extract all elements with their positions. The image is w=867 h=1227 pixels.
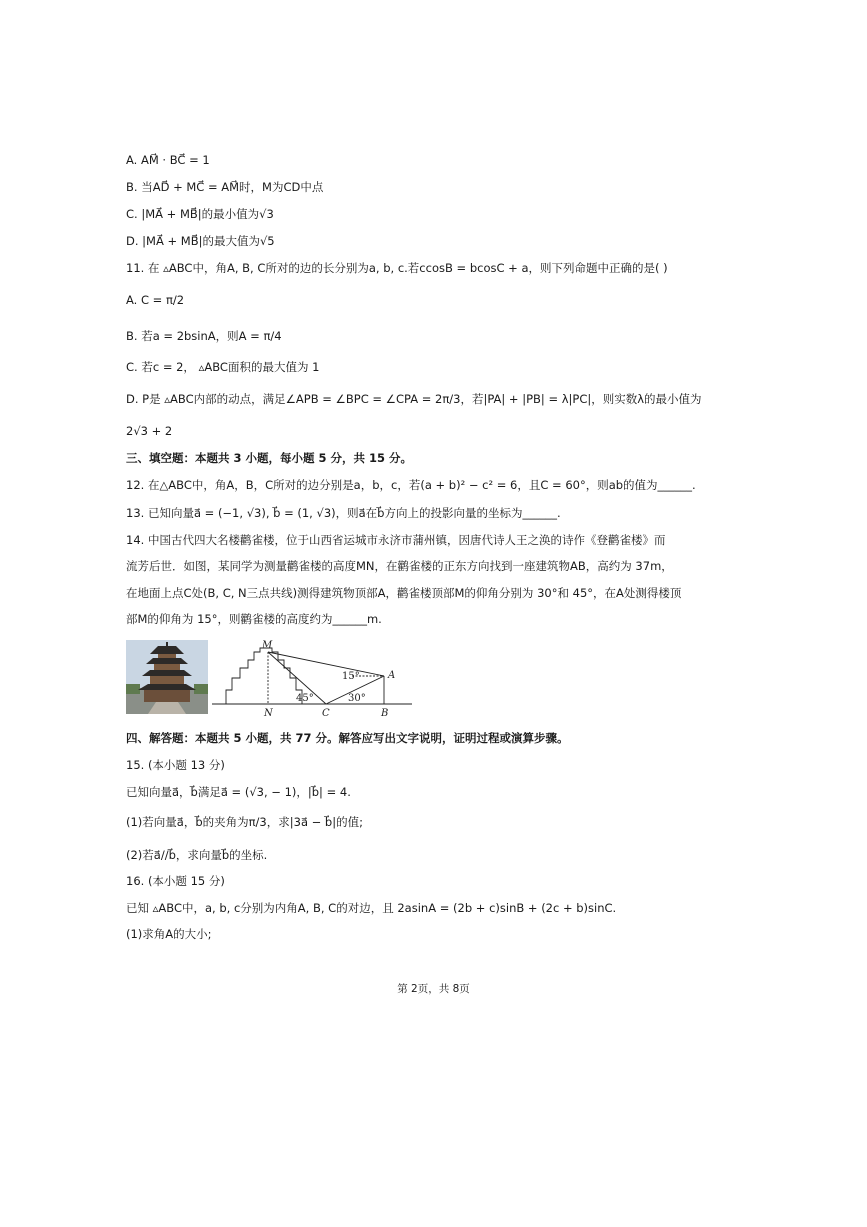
tower-measurement-diagram (212, 638, 412, 720)
angle-45-label: 45° (296, 693, 314, 704)
section-fill-blank-heading: 三、填空题：本题共 3 小题，每小题 5 分，共 15 分。 (126, 451, 413, 465)
option-10b: B. 当AD⃗ + MC⃗ = AM⃗时，M为CD中点 (126, 180, 324, 194)
question-16-stem: 已知 ▵ABC中，a, b, c分别为内角A, B, C的对边，且 2asinA = (2b + c)sinB + (2c + b)sinC. (126, 901, 617, 915)
option-10d: D. |MA⃗ + MB⃗|的最大值为√5 (126, 234, 275, 248)
question-15-stem: 已知向量a⃗，b⃗满足a⃗ = (√3, − 1)，|b⃗| = 4. (126, 785, 351, 799)
point-b-label: B (381, 708, 389, 719)
question-12: 12. 在△ABC中，角A，B，C所对的边分别是a，b，c，若(a + b)² − c² = 6，且C = 60°，则ab的值为______. (126, 478, 696, 492)
point-a-label: A (388, 670, 396, 681)
option-10c: C. |MA⃗ + MB⃗|的最小值为√3 (126, 207, 274, 221)
point-m-label: M (262, 640, 273, 651)
question-14-line-2: 流芳后世．如图，某同学为测量鹳雀楼的高度MN，在鹳雀楼的正东方向找到一座建筑物AB，高约为 37m， (126, 559, 673, 573)
option-11c: C. 若c = 2， ▵ABC面积的最大值为 1 (126, 360, 320, 374)
point-c-label: C (322, 708, 330, 719)
option-11d-answer: 2√3 + 2 (126, 424, 173, 438)
question-14-line-1: 14. 中国古代四大名楼鹳雀楼，位于山西省运城市永济市蒲州镇，因唐代诗人王之涣的诗作《登鹳雀楼》而 (126, 533, 666, 547)
question-15-part-1: (1)若向量a⃗，b⃗的夹角为π/3，求|3a⃗ − b⃗|的值; (126, 815, 363, 829)
question-14-line-4: 部M的仰角为 15°，则鹳雀楼的高度约为______m. (126, 612, 382, 626)
question-13: 13. 已知向量a⃗ = (−1, √3), b⃗ = (1, √3)，则a⃗在b⃗方向上的投影向量的坐标为______. (126, 506, 561, 520)
question-15-part-2: (2)若a⃗//b⃗，求向量b⃗的坐标. (126, 848, 268, 862)
page-footer: 第 2页，共 8页 (397, 983, 470, 995)
question-14-line-3: 在地面上点C处(B, C, N三点共线)测得建筑物顶部A，鹳雀楼顶部M的仰角分别为 30°和 45°，在A处测得楼顶 (126, 586, 682, 600)
angle-30-label: 30° (348, 693, 366, 704)
question-15-title: 15. (本小题 13 分) (126, 758, 225, 772)
question-16-part-1: (1)求角A的大小; (126, 927, 212, 941)
tower-photo (126, 640, 208, 714)
option-11a: A. C = π/2 (126, 293, 185, 307)
section-solution-heading: 四、解答题：本题共 5 小题，共 77 分。解答应写出文字说明，证明过程或演算步骤。 (126, 731, 569, 745)
point-n-label: N (264, 708, 273, 719)
option-11b: B. 若a = 2bsinA，则A = π/4 (126, 329, 282, 343)
option-11d: D. P是 ▵ABC内部的动点，满足∠APB = ∠BPC = ∠CPA = 2π/3，若|PA| + |PB| = λ|PC|，则实数λ的最小值为 (126, 392, 702, 406)
question-16-title: 16. (本小题 15 分) (126, 874, 225, 888)
angle-15-label: 15° (342, 671, 360, 682)
option-10a: A. AM⃗ · BC⃗ = 1 (126, 153, 210, 167)
question-11: 11. 在 ▵ABC中，角A, B, C所对的边的长分别为a, b, c.若ccosB = bcosC + a，则下列命题中正确的是( ) (126, 261, 668, 275)
